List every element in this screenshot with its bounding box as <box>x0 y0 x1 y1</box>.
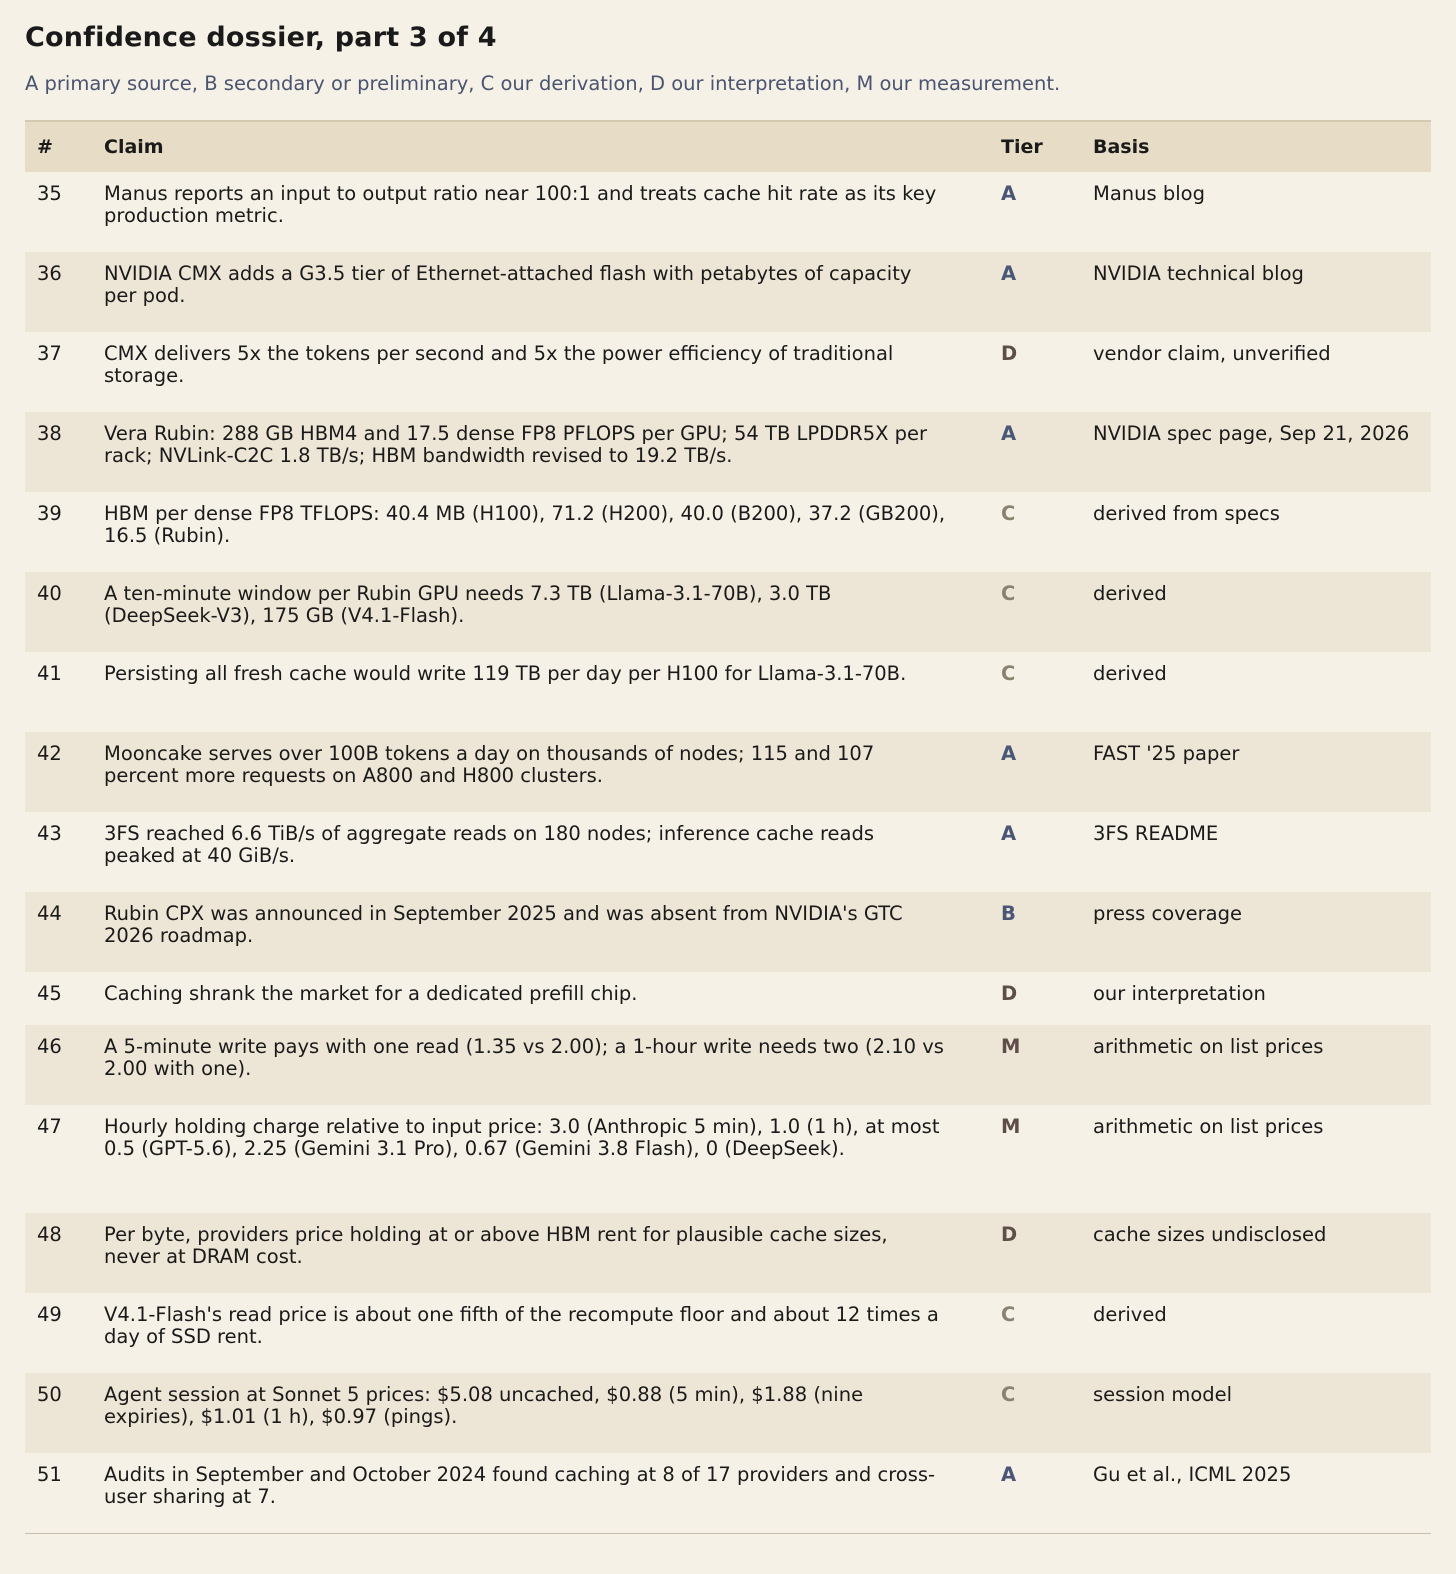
table-row <box>25 1293 1431 1373</box>
row-claim: A ten-minute window per Rubin GPU needs 7.3 TB (Llama-3.1-70B), 3.0 TB (DeepSeek-V3), 175 GB (V4.1-Flash). <box>104 582 832 627</box>
tier-legend: A primary source, B secondary or preliminary, C our derivation, D our interpretation, M our measurement. <box>25 72 1061 95</box>
row-number: 45 <box>37 982 62 1005</box>
row-basis: vendor claim, unverified <box>1093 342 1331 365</box>
row-basis: Manus blog <box>1093 182 1205 205</box>
row-claim: CMX delivers 5x the tokens per second and 5x the power efficiency of traditional storage. <box>104 342 894 387</box>
table-row <box>25 1373 1431 1453</box>
row-tier: C <box>1001 1383 1016 1406</box>
row-basis: derived <box>1093 662 1167 685</box>
row-tier: C <box>1001 582 1016 605</box>
row-claim: Vera Rubin: 288 GB HBM4 and 17.5 dense FP8 PFLOPS per GPU; 54 TB LPDDR5X per rack; NVLink-C2C 1.8 TB/s; HBM bandwidth revised to 19.2 TB/s. <box>104 422 928 467</box>
row-tier: M <box>1001 1115 1021 1138</box>
row-claim: A 5-minute write pays with one read (1.35 vs 2.00); a 1-hour write needs two (2.10 vs 2.00 with one). <box>104 1035 944 1080</box>
column-header-claim: Claim <box>104 136 164 158</box>
row-claim: Per byte, providers price holding at or above HBM rent for plausible cache sizes, never at DRAM cost. <box>104 1223 888 1268</box>
table-row <box>25 972 1431 1025</box>
row-tier: A <box>1001 742 1017 765</box>
row-number: 50 <box>37 1383 62 1406</box>
row-claim: Audits in September and October 2024 found caching at 8 of 17 providers and cross-user sharing at 7. <box>104 1463 936 1508</box>
row-basis: NVIDIA spec page, Sep 21, 2026 <box>1093 422 1410 445</box>
row-basis: press coverage <box>1093 902 1243 925</box>
row-number: 36 <box>37 262 62 285</box>
row-tier: A <box>1001 262 1017 285</box>
row-claim: Persisting all fresh cache would write 119 TB per day per H100 for Llama-3.1-70B. <box>104 662 907 685</box>
row-number: 48 <box>37 1223 62 1246</box>
row-basis: arithmetic on list prices <box>1093 1115 1324 1138</box>
row-basis: cache sizes undisclosed <box>1093 1223 1327 1246</box>
table-row <box>25 732 1431 812</box>
row-claim: HBM per dense FP8 TFLOPS: 40.4 MB (H100), 71.2 (H200), 40.0 (B200), 37.2 (GB200), 16.5 (Rubin). <box>104 502 946 547</box>
table-row <box>25 252 1431 332</box>
row-number: 42 <box>37 742 62 765</box>
row-basis: derived <box>1093 1303 1167 1326</box>
row-basis: Gu et al., ICML 2025 <box>1093 1463 1292 1486</box>
row-number: 40 <box>37 582 62 605</box>
claims-table <box>25 120 1431 1534</box>
row-number: 49 <box>37 1303 62 1326</box>
row-basis: FAST '25 paper <box>1093 742 1240 765</box>
table-row <box>25 572 1431 652</box>
row-number: 38 <box>37 422 62 445</box>
table-row <box>25 332 1431 412</box>
row-basis: 3FS README <box>1093 822 1219 845</box>
column-header-number: # <box>37 136 53 158</box>
table-row <box>25 1025 1431 1105</box>
table-row <box>25 652 1431 732</box>
row-claim: Mooncake serves over 100B tokens a day on thousands of nodes; 115 and 107 percent more requests on A800 and H800 clusters. <box>104 742 875 787</box>
row-claim: 3FS reached 6.6 TiB/s of aggregate reads on 180 nodes; inference cache reads peaked at 40 GiB/s. <box>104 822 875 867</box>
table-row <box>25 1453 1431 1533</box>
row-tier: A <box>1001 1463 1017 1486</box>
row-tier: D <box>1001 982 1018 1005</box>
table-row <box>25 1105 1431 1213</box>
row-tier: D <box>1001 342 1018 365</box>
table-row <box>25 812 1431 892</box>
row-number: 35 <box>37 182 62 205</box>
table-row <box>25 1213 1431 1293</box>
row-claim: V4.1-Flash's read price is about one fifth of the recompute floor and about 12 times a day of SSD rent. <box>104 1303 939 1348</box>
row-basis: derived <box>1093 582 1167 605</box>
row-basis: derived from specs <box>1093 502 1280 525</box>
column-header-tier: Tier <box>1001 136 1043 158</box>
row-number: 51 <box>37 1463 62 1486</box>
row-basis: arithmetic on list prices <box>1093 1035 1324 1058</box>
row-claim: NVIDIA CMX adds a G3.5 tier of Ethernet-attached flash with petabytes of capacity per pod. <box>104 262 912 307</box>
row-number: 39 <box>37 502 62 525</box>
row-claim: Caching shrank the market for a dedicated prefill chip. <box>104 982 638 1005</box>
table-row <box>25 412 1431 492</box>
row-tier: A <box>1001 422 1017 445</box>
table-row <box>25 492 1431 572</box>
table-row <box>25 172 1431 252</box>
page-title: Confidence dossier, part 3 of 4 <box>25 22 497 53</box>
row-tier: C <box>1001 1303 1016 1326</box>
table-header-row <box>25 121 1431 172</box>
row-basis: our interpretation <box>1093 982 1266 1005</box>
row-claim: Agent session at Sonnet 5 prices: $5.08 uncached, $0.88 (5 min), $1.88 (nine expiries), $1.01 (1 h), $0.97 (pings). <box>104 1383 864 1428</box>
row-number: 41 <box>37 662 62 685</box>
row-basis: NVIDIA technical blog <box>1093 262 1304 285</box>
row-number: 47 <box>37 1115 62 1138</box>
column-header-basis: Basis <box>1093 136 1150 158</box>
row-tier: B <box>1001 902 1016 925</box>
row-tier: D <box>1001 1223 1018 1246</box>
row-number: 44 <box>37 902 62 925</box>
row-claim: Hourly holding charge relative to input price: 3.0 (Anthropic 5 min), 1.0 (1 h), at most 0.5 (GPT-5.6), 2.25 (Gemini 3.1 Pro), 0.67 (Gemini 3.8 Flash), 0 (DeepSeek). <box>104 1115 940 1160</box>
row-claim: Rubin CPX was announced in September 2025 and was absent from NVIDIA's GTC 2026 roadmap. <box>104 902 903 947</box>
row-basis: session model <box>1093 1383 1233 1406</box>
row-tier: M <box>1001 1035 1021 1058</box>
table-row <box>25 892 1431 972</box>
row-tier: A <box>1001 822 1017 845</box>
row-claim: Manus reports an input to output ratio near 100:1 and treats cache hit rate as its key production metric. <box>104 182 937 227</box>
row-tier: A <box>1001 182 1017 205</box>
row-number: 46 <box>37 1035 62 1058</box>
row-number: 43 <box>37 822 62 845</box>
row-tier: C <box>1001 662 1016 685</box>
row-tier: C <box>1001 502 1016 525</box>
row-number: 37 <box>37 342 62 365</box>
